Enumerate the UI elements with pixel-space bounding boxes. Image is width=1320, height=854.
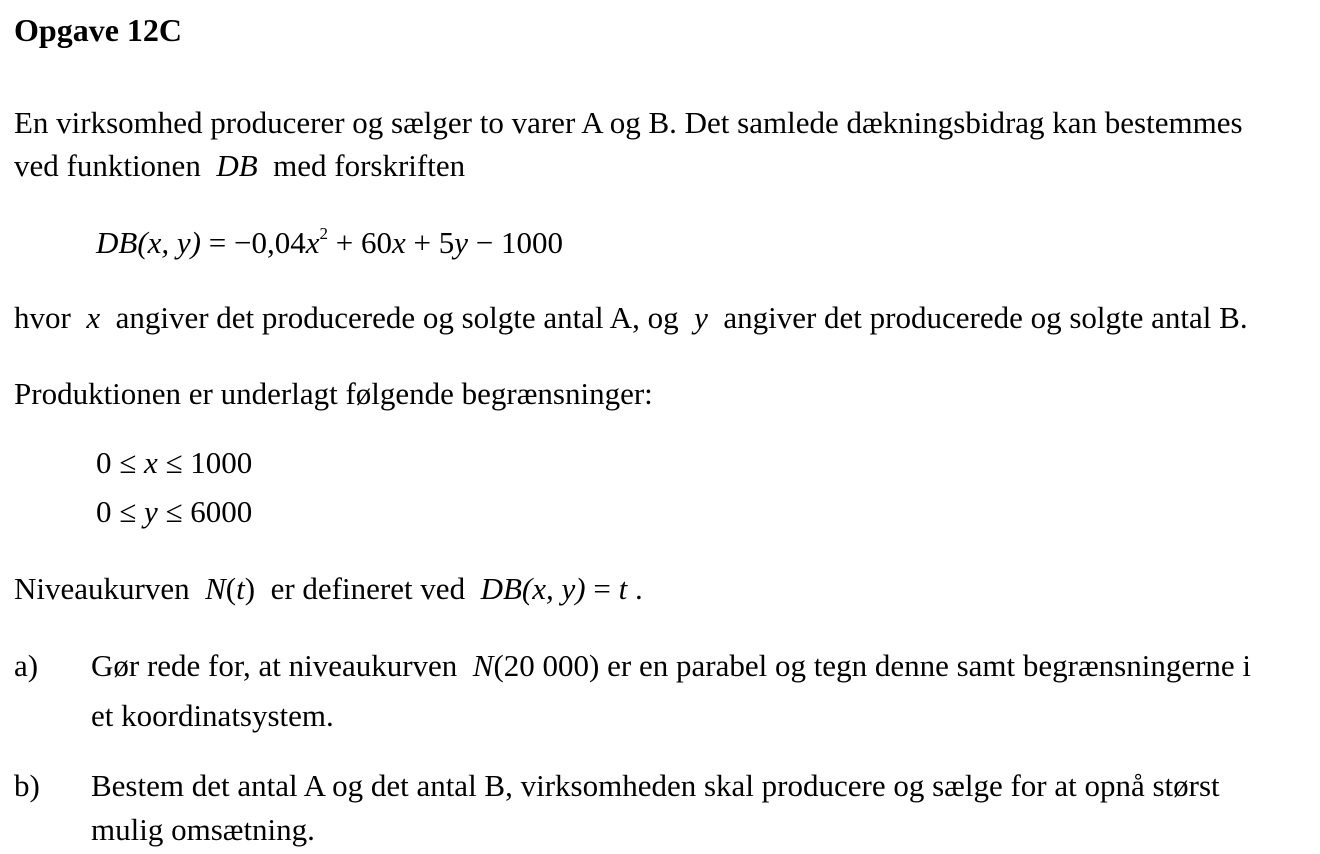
constraint-x-b: ≤ 1000 xyxy=(157,445,253,480)
formula-x: x xyxy=(305,225,320,260)
level-curve-t: t xyxy=(236,571,245,606)
where-mid: angiver det producerede og solgte antal A, og xyxy=(115,300,679,335)
intro-text-end: med forskriften xyxy=(273,148,466,183)
question-a-arg: (20 000) xyxy=(493,648,600,683)
where-post: angiver det producerede og solgte antal B. xyxy=(723,300,1248,335)
level-curve-mid: er defineret ved xyxy=(270,571,466,606)
question-b-label: b) xyxy=(14,768,40,803)
where-line xyxy=(14,302,1248,333)
intro-line-2 xyxy=(14,150,465,181)
formula-lhs: DB xyxy=(96,225,138,260)
question-a-line-1 xyxy=(91,650,1251,681)
formula-term-x: x xyxy=(391,225,406,260)
formula-term-b: + 5 xyxy=(405,225,455,260)
formula-eq: = −0,04 xyxy=(201,225,306,260)
constraint-y-b: ≤ 6000 xyxy=(157,494,253,529)
question-a-text-end: er en parabel og tegn denne samt begrænsningerne i xyxy=(607,648,1252,683)
question-b-line-1: Bestem det antal A og det antal B, virksomheden skal producere og sælge for at opnå størst xyxy=(91,768,1220,803)
level-curve-end: . xyxy=(627,571,643,606)
formula xyxy=(96,225,563,258)
level-curve-open: ( xyxy=(225,571,237,606)
question-a-text: Gør rede for, at niveaukurven xyxy=(91,648,458,683)
formula-exponent: 2 xyxy=(319,224,328,243)
intro-line-1: En virksomhed producerer og sælger to varer A og B. Det samlede dækningsbidrag kan bestemmes xyxy=(14,105,1243,140)
constraints-intro: Produktionen er underlagt følgende begrænsninger: xyxy=(14,376,653,411)
level-curve-eq: = xyxy=(585,571,619,606)
page-title: Opgave 12C xyxy=(14,12,182,48)
where-x: x xyxy=(86,300,101,335)
constraint-y-var: y xyxy=(144,494,158,529)
formula-args: (x, y) xyxy=(137,225,201,260)
level-curve-args: (x, y) xyxy=(521,571,586,606)
constraint-y-a: 0 ≤ xyxy=(96,494,145,529)
level-curve-t2: t xyxy=(618,571,628,606)
question-a-n: N xyxy=(472,648,494,683)
level-curve-close: ) xyxy=(244,571,256,606)
question-a-line-2: et koordinatsystem. xyxy=(91,698,334,733)
formula-term-c: − 1000 xyxy=(467,225,563,260)
question-a-label: a) xyxy=(14,648,39,683)
level-curve-definition xyxy=(14,573,643,604)
constraint-y xyxy=(96,496,252,527)
function-name: DB xyxy=(216,148,258,183)
question-b-line-2: mulig omsætning. xyxy=(91,812,315,847)
level-curve-n: N xyxy=(205,571,226,606)
formula-term-y: y xyxy=(454,225,468,260)
level-curve-pre: Niveaukurven xyxy=(14,571,190,606)
constraint-x-var: x xyxy=(144,445,158,480)
constraint-x xyxy=(96,447,252,478)
where-pre: hvor xyxy=(14,300,71,335)
intro-text: ved funktionen xyxy=(14,148,201,183)
where-y: y xyxy=(694,300,708,335)
level-curve-db: DB xyxy=(480,571,522,606)
constraint-x-a: 0 ≤ xyxy=(96,445,145,480)
formula-term-a: + 60 xyxy=(327,225,392,260)
